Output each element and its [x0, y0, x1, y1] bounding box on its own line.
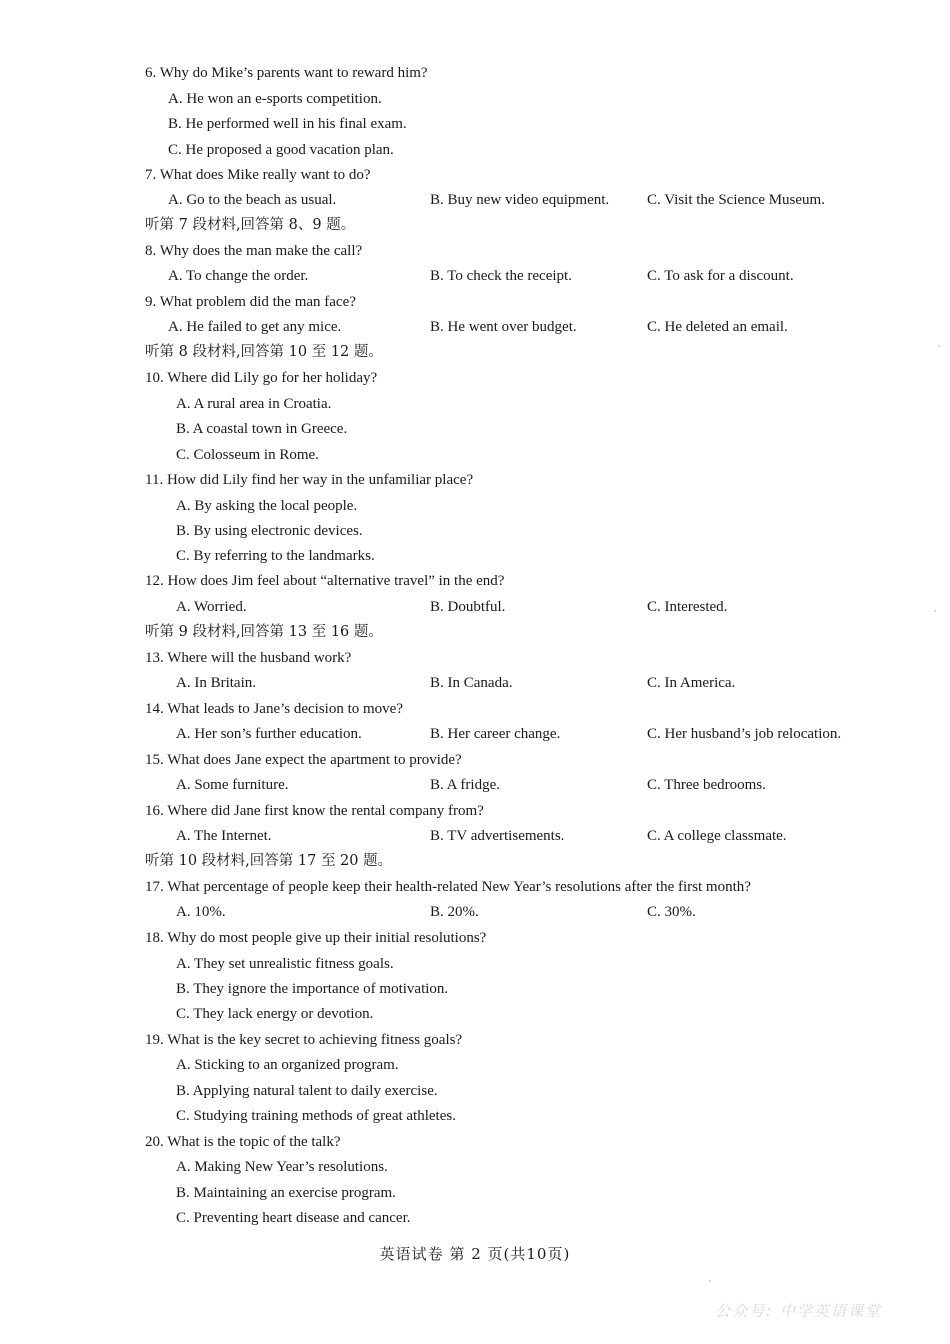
question-16-option-a: A. The Internet. [176, 828, 272, 844]
question-18-option-b: B. They ignore the importance of motivation. [176, 981, 449, 997]
question-18-option-c: C. They lack energy or devotion. [176, 1006, 374, 1022]
scan-speck [934, 610, 936, 612]
section-8-instruction: 听第 8 段材料,回答第 10 至 12 题。 [145, 344, 383, 360]
question-7-option-c: C. Visit the Science Museum. [647, 192, 825, 208]
question-12-option-c: C. Interested. [647, 599, 728, 615]
scan-speck [938, 345, 940, 347]
question-8-option-b: B. To check the receipt. [430, 268, 572, 284]
question-16-option-c: C. A college classmate. [647, 828, 787, 844]
question-12-option-a: A. Worried. [176, 599, 247, 615]
question-20-option-c: C. Preventing heart disease and cancer. [176, 1210, 411, 1226]
question-18-option-a: A. They set unrealistic fitness goals. [176, 956, 394, 972]
question-10-option-c: C. Colosseum in Rome. [176, 447, 319, 463]
section-10-instruction: 听第 10 段材料,回答第 17 至 20 题。 [145, 853, 393, 869]
question-13-option-c: C. In America. [647, 675, 736, 691]
question-17-stem: 17. What percentage of people keep their health-related New Year’s resolutions after the first month? [145, 879, 751, 895]
question-14-stem: 14. What leads to Jane’s decision to move? [145, 701, 403, 717]
question-17-option-c: C. 30%. [647, 904, 696, 920]
section-7-instruction: 听第 7 段材料,回答第 8、9 题。 [145, 217, 356, 233]
question-17-option-b: B. 20%. [430, 904, 479, 920]
question-15-option-a: A. Some furniture. [176, 777, 289, 793]
section-9-instruction: 听第 9 段材料,回答第 13 至 16 题。 [145, 624, 383, 640]
question-15-option-c: C. Three bedrooms. [647, 777, 766, 793]
question-10-option-b: B. A coastal town in Greece. [176, 421, 348, 437]
question-9-option-c: C. He deleted an email. [647, 319, 788, 335]
question-19-option-c: C. Studying training methods of great athletes. [176, 1108, 456, 1124]
question-20-option-b: B. Maintaining an exercise program. [176, 1185, 396, 1201]
question-19-stem: 19. What is the key secret to achieving fitness goals? [145, 1032, 463, 1048]
question-8-option-c: C. To ask for a discount. [647, 268, 794, 284]
question-20-stem: 20. What is the topic of the talk? [145, 1134, 341, 1150]
question-17-option-a: A. 10%. [176, 904, 226, 920]
question-14-option-b: B. Her career change. [430, 726, 561, 742]
question-6-option-b: B. He performed well in his final exam. [168, 116, 407, 132]
question-8-option-a: A. To change the order. [168, 268, 309, 284]
question-18-stem: 18. Why do most people give up their initial resolutions? [145, 930, 487, 946]
question-6-option-c: C. He proposed a good vacation plan. [168, 142, 394, 158]
question-12-stem: 12. How does Jim feel about “alternative travel” in the end? [145, 573, 505, 589]
question-13-option-a: A. In Britain. [176, 675, 256, 691]
question-11-stem: 11. How did Lily find her way in the unfamiliar place? [145, 472, 474, 488]
question-13-stem: 13. Where will the husband work? [145, 650, 352, 666]
question-15-stem: 15. What does Jane expect the apartment to provide? [145, 752, 462, 768]
question-8-stem: 8. Why does the man make the call? [145, 243, 363, 259]
question-12-option-b: B. Doubtful. [430, 599, 506, 615]
question-7-option-b: B. Buy new video equipment. [430, 192, 610, 208]
question-20-option-a: A. Making New Year’s resolutions. [176, 1159, 388, 1175]
question-11-option-b: B. By using electronic devices. [176, 523, 363, 539]
question-14-option-c: C. Her husband’s job relocation. [647, 726, 842, 742]
question-11-option-c: C. By referring to the landmarks. [176, 548, 375, 564]
question-7-stem: 7. What does Mike really want to do? [145, 167, 371, 183]
question-11-option-a: A. By asking the local people. [176, 498, 358, 514]
watermark: 公众号: 中学英语课堂 [715, 1302, 882, 1320]
question-7-option-a: A. Go to the beach as usual. [168, 192, 337, 208]
question-10-option-a: A. A rural area in Croatia. [176, 396, 332, 412]
question-15-option-b: B. A fridge. [430, 777, 500, 793]
question-19-option-b: B. Applying natural talent to daily exercise. [176, 1083, 438, 1099]
question-19-option-a: A. Sticking to an organized program. [176, 1057, 399, 1073]
question-6-stem: 6. Why do Mike’s parents want to reward him? [145, 65, 428, 81]
question-9-stem: 9. What problem did the man face? [145, 294, 356, 310]
question-9-option-b: B. He went over budget. [430, 319, 577, 335]
question-14-option-a: A. Her son’s further education. [176, 726, 362, 742]
question-16-stem: 16. Where did Jane first know the rental company from? [145, 803, 484, 819]
question-6-option-a: A. He won an e-sports competition. [168, 91, 382, 107]
scan-speck [709, 1280, 711, 1282]
question-9-option-a: A. He failed to get any mice. [168, 319, 342, 335]
page-footer: 英语试卷 第 2 页(共10页) [379, 1245, 571, 1263]
question-10-stem: 10. Where did Lily go for her holiday? [145, 370, 378, 386]
question-13-option-b: B. In Canada. [430, 675, 513, 691]
question-16-option-b: B. TV advertisements. [430, 828, 565, 844]
